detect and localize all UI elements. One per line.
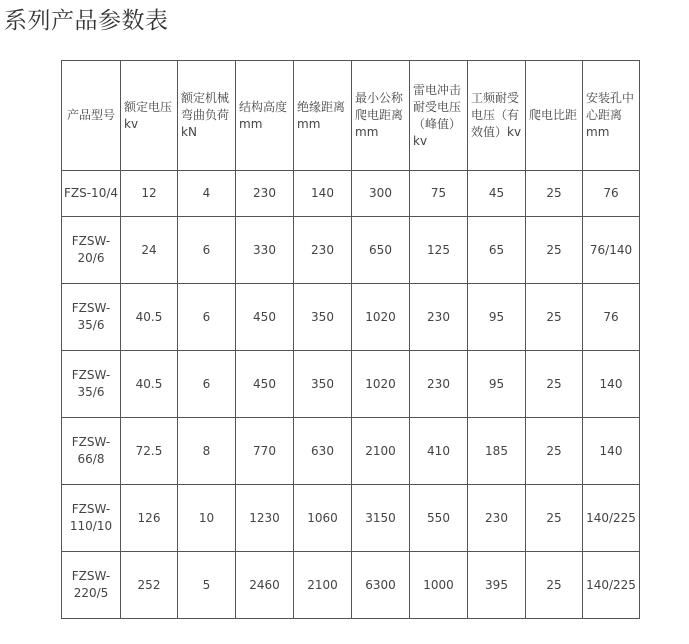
table-cell: 40.5 <box>121 284 178 351</box>
table-cell: 230 <box>468 485 526 552</box>
header-cell: 结构高度mm <box>236 61 294 171</box>
table-cell: 395 <box>468 552 526 619</box>
table-header-row <box>62 61 640 171</box>
header-cell: 雷电冲击耐受电压（峰值）kv <box>410 61 468 171</box>
table-cell: 330 <box>236 217 294 284</box>
table-cell: 25 <box>526 171 583 217</box>
table-cell: 3150 <box>352 485 410 552</box>
header-cell: 额定电压kv <box>121 61 178 171</box>
table-cell: 2100 <box>352 418 410 485</box>
table-cell: 10 <box>178 485 236 552</box>
header-cell: 绝缘距离mm <box>294 61 352 171</box>
table-cell: 6 <box>178 217 236 284</box>
table-cell: 5 <box>178 552 236 619</box>
table-cell: 40.5 <box>121 351 178 418</box>
table-cell: 1000 <box>410 552 468 619</box>
table-cell: 140 <box>583 351 640 418</box>
table-cell: 230 <box>410 284 468 351</box>
table-cell: 76 <box>583 171 640 217</box>
table-row <box>62 552 640 619</box>
table-cell: 230 <box>236 171 294 217</box>
table-cell: 350 <box>294 284 352 351</box>
table-cell: 6300 <box>352 552 410 619</box>
table-cell: FZSW-20/6 <box>62 217 121 284</box>
table-cell: 45 <box>468 171 526 217</box>
table-cell: 2100 <box>294 552 352 619</box>
table-cell: 75 <box>410 171 468 217</box>
table-cell: 140 <box>294 171 352 217</box>
table-cell: 140/225 <box>583 485 640 552</box>
header-cell: 工频耐受电压（有效值）kv <box>468 61 526 171</box>
table-cell: 550 <box>410 485 468 552</box>
table-cell: 8 <box>178 418 236 485</box>
table-cell: 300 <box>352 171 410 217</box>
table-cell: FZS-10/4 <box>62 171 121 217</box>
table-cell: 185 <box>468 418 526 485</box>
table-cell: FZSW-35/6 <box>62 351 121 418</box>
table-cell: 25 <box>526 418 583 485</box>
page-title: 系列产品参数表 <box>4 8 169 34</box>
table-cell: 1020 <box>352 351 410 418</box>
table-cell: 25 <box>526 351 583 418</box>
table-cell: FZSW-220/5 <box>62 552 121 619</box>
spec-table <box>61 60 640 619</box>
table-cell: 230 <box>410 351 468 418</box>
table-cell: 140/225 <box>583 552 640 619</box>
table-cell: 450 <box>236 351 294 418</box>
table-row <box>62 171 640 217</box>
table-cell: 25 <box>526 217 583 284</box>
table-cell: 72.5 <box>121 418 178 485</box>
table-cell: 2460 <box>236 552 294 619</box>
header-cell: 产品型号 <box>62 61 121 171</box>
table-cell: 630 <box>294 418 352 485</box>
table-cell: 126 <box>121 485 178 552</box>
table-cell: 6 <box>178 351 236 418</box>
table-cell: 25 <box>526 552 583 619</box>
table-cell: 95 <box>468 351 526 418</box>
table-cell: 25 <box>526 284 583 351</box>
header-cell: 最小公称爬电距离mm <box>352 61 410 171</box>
table-cell: 125 <box>410 217 468 284</box>
table-cell: 24 <box>121 217 178 284</box>
header-cell: 爬电比距 <box>526 61 583 171</box>
table-cell: 252 <box>121 552 178 619</box>
table-cell: 76/140 <box>583 217 640 284</box>
table-cell: 95 <box>468 284 526 351</box>
table-cell: 1060 <box>294 485 352 552</box>
table-cell: 410 <box>410 418 468 485</box>
table-row <box>62 284 640 351</box>
table-row <box>62 217 640 284</box>
table-cell: FZSW-110/10 <box>62 485 121 552</box>
table-cell: 25 <box>526 485 583 552</box>
table-cell: 1230 <box>236 485 294 552</box>
table-cell: 76 <box>583 284 640 351</box>
header-cell: 额定机械弯曲负荷kN <box>178 61 236 171</box>
table-cell: 770 <box>236 418 294 485</box>
table-cell: 4 <box>178 171 236 217</box>
table-row <box>62 485 640 552</box>
table-row <box>62 351 640 418</box>
table-cell: FZSW-35/6 <box>62 284 121 351</box>
table-cell: 650 <box>352 217 410 284</box>
header-cell: 安装孔中心距离mm <box>583 61 640 171</box>
table-cell: 1020 <box>352 284 410 351</box>
table-cell: 6 <box>178 284 236 351</box>
table-cell: 140 <box>583 418 640 485</box>
table-cell: 450 <box>236 284 294 351</box>
table-row <box>62 418 640 485</box>
table-cell: 65 <box>468 217 526 284</box>
table-cell: 350 <box>294 351 352 418</box>
table-cell: 12 <box>121 171 178 217</box>
table-cell: 230 <box>294 217 352 284</box>
table-cell: FZSW-66/8 <box>62 418 121 485</box>
